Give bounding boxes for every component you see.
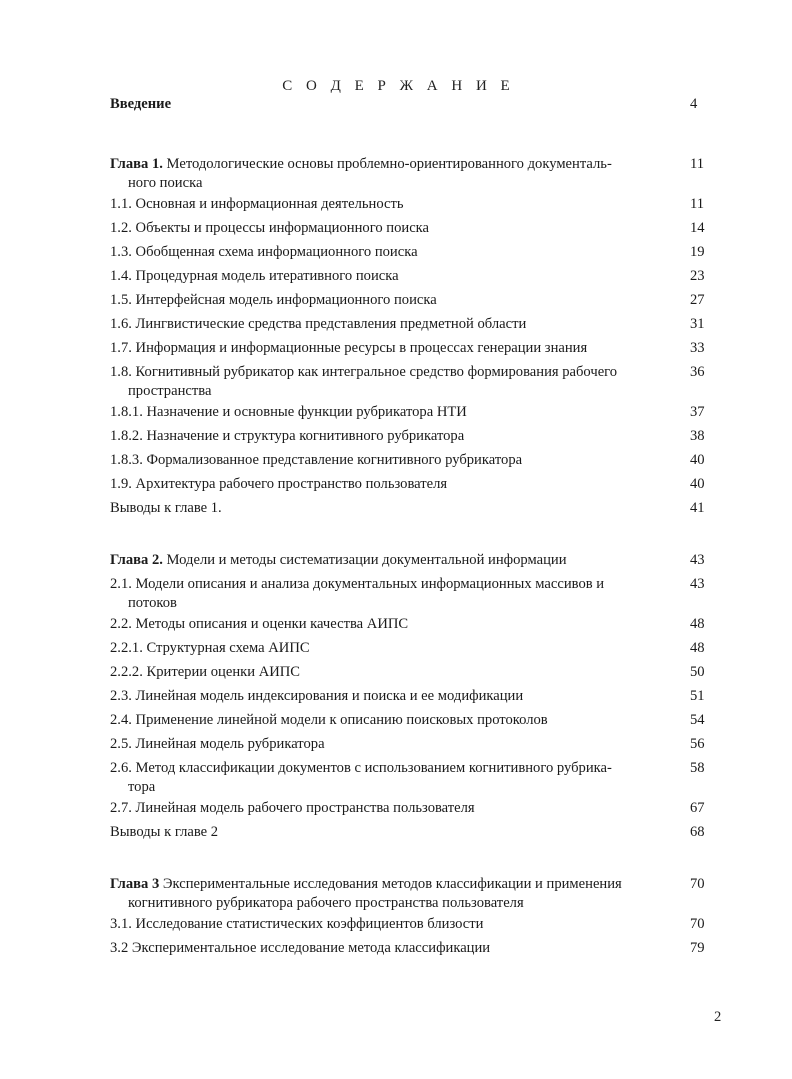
toc-entry-text: 2.2.2. Критерии оценки АИПС (110, 664, 301, 680)
toc-entry-2-1[interactable] (110, 575, 722, 613)
page-number: 2 (714, 1009, 722, 1025)
toc-entry-continuation: ного поиска (128, 175, 203, 191)
toc-entry-label (110, 499, 232, 518)
toc-entry-1-12[interactable] (110, 475, 722, 494)
toc-entry-text: 1.8.3. Формализованное представление когнитивного рубрикатора (110, 452, 523, 468)
toc-entry-continuation: потоков (128, 595, 177, 611)
toc-entry-text: Выводы к главе 2 (110, 824, 219, 840)
toc-entry-3-1[interactable] (110, 915, 722, 934)
toc-entry-continuation: когнитивного рубрикатора рабочего пространства пользователя (128, 895, 524, 911)
toc-entry-text: 2.3. Линейная модель индексирования и поиска и ее модификации (110, 688, 524, 704)
toc-entry-2-5[interactable] (110, 687, 722, 706)
toc-entry-text: Выводы к главе 1. (110, 500, 222, 516)
toc-entry-2-7[interactable] (110, 735, 722, 754)
toc-entry-1-5[interactable] (110, 291, 722, 310)
toc-entry-page: 4 (690, 96, 698, 112)
section-spacer (110, 114, 722, 150)
toc-entry-text: 1.5. Интерфейсная модель информационного поиска (110, 292, 437, 308)
toc-entry-text: Экспериментальные исследования методов классификации и применения (159, 876, 622, 892)
toc-entry-label (110, 799, 485, 818)
toc-chapter-heading-1[interactable] (110, 155, 722, 193)
toc-entry-page: 43 (690, 576, 705, 592)
toc-entry-1-11[interactable] (110, 451, 722, 470)
toc-entry-label (110, 551, 577, 570)
toc-entry-continuation: пространства (128, 383, 212, 399)
toc-entry-page: 48 (690, 640, 705, 656)
toc-entry-2-4[interactable] (110, 663, 722, 682)
toc-entry-label (110, 615, 418, 634)
toc-entry-introduction[interactable] (110, 95, 722, 114)
toc-entry-lead: Глава 1. (110, 156, 163, 172)
toc-entry-page: 67 (690, 800, 705, 816)
toc-entry-2-3[interactable] (110, 639, 722, 658)
toc-entry-page: 37 (690, 404, 705, 420)
toc-entry-text: Методологические основы проблемно-ориентированного документаль- (162, 156, 612, 172)
toc-entry-page: 11 (690, 196, 705, 212)
toc-entry-lead: Глава 2. (110, 552, 163, 568)
toc-entry-text: 1.4. Процедурная модель итеративного поиска (110, 268, 399, 284)
toc-entry-label (110, 315, 536, 334)
toc-entry-label (110, 451, 532, 470)
toc-entry-label (110, 291, 447, 310)
chapter-spacer (110, 842, 722, 870)
toc-entry-text: 3.2 Экспериментальное исследование метода классификации (110, 940, 491, 956)
toc-entry-1-2[interactable] (110, 219, 722, 238)
toc-entry-label (110, 663, 310, 682)
toc-entry-text: 2.2.1. Структурная схема АИПС (110, 640, 310, 656)
toc-entry-label (110, 339, 597, 358)
toc-entry-label (110, 915, 493, 934)
toc-entry-label (110, 759, 622, 797)
toc-entry-text: 1.8.2. Назначение и структура когнитивного рубрикатора (110, 428, 465, 444)
toc-entry-lead: Глава 3 (110, 876, 160, 892)
toc-entry-text: 2.7. Линейная модель рабочего пространства пользователя (110, 800, 475, 816)
toc-entry-lead: Введение (110, 96, 172, 112)
toc-entry-text: 2.5. Линейная модель рубрикатора (110, 736, 325, 752)
toc-entry-page: 11 (690, 156, 705, 172)
toc-entry-text: 1.7. Информация и информационные ресурсы в процессах генерации знания (110, 340, 588, 356)
toc-entry-1-7[interactable] (110, 339, 722, 358)
toc-entry-text: 1.9. Архитектура рабочего пространство пользователя (110, 476, 448, 492)
toc-entry-text: Модели и методы систематизации документальной информации (162, 552, 567, 568)
page-title: С О Д Е Р Ж А Н И Е (282, 78, 515, 94)
toc-entry-label (110, 267, 409, 286)
toc-chapter-heading-2[interactable] (110, 551, 722, 570)
toc-entry-page: 54 (690, 712, 705, 728)
toc-entry-page: 23 (690, 268, 705, 284)
toc-entry-page: 40 (690, 476, 705, 492)
toc-entry-label (110, 243, 428, 262)
toc-entry-1-4[interactable] (110, 267, 722, 286)
toc-entry-page: 40 (690, 452, 705, 468)
toc-entry-1-6[interactable] (110, 315, 722, 334)
toc-entry-label (110, 219, 439, 238)
toc-entry-1-10[interactable] (110, 427, 722, 446)
toc-entry-label (110, 735, 335, 754)
toc-entry-page: 79 (690, 940, 705, 956)
toc-entry-page: 33 (690, 340, 705, 356)
toc-entry-label (110, 427, 474, 446)
toc-entry-text: 1.3. Обобщенная схема информационного поиска (110, 244, 418, 260)
toc-entry-page: 27 (690, 292, 705, 308)
toc-entry-page: 31 (690, 316, 705, 332)
toc-entry-1-13[interactable] (110, 499, 722, 518)
toc-entry-page: 48 (690, 616, 705, 632)
toc-entry-page: 50 (690, 664, 705, 680)
toc-entry-text: 2.2. Методы описания и оценки качества АИПС (110, 616, 409, 632)
toc-entry-1-1[interactable] (110, 195, 722, 214)
toc-entry-page: 41 (690, 500, 705, 516)
toc-entry-page: 56 (690, 736, 705, 752)
toc-entry-text: 3.1. Исследование статистических коэффициентов близости (110, 916, 484, 932)
toc-entry-2-6[interactable] (110, 711, 722, 730)
toc-entry-label (110, 155, 622, 193)
toc-entry-1-9[interactable] (110, 403, 722, 422)
toc-entry-text: 2.4. Применение линейной модели к описанию поисковых протоколов (110, 712, 548, 728)
toc-entry-page: 58 (690, 760, 705, 776)
toc-chapter-heading-3[interactable] (110, 875, 722, 913)
toc-entry-2-2[interactable] (110, 615, 722, 634)
toc-entry-2-9[interactable] (110, 799, 722, 818)
toc-entry-3-2[interactable] (110, 939, 722, 958)
toc-entry-page: 38 (690, 428, 705, 444)
toc-entry-label (110, 875, 632, 913)
toc-entry-page: 14 (690, 220, 705, 236)
toc-entry-label (110, 639, 320, 658)
toc-entry-page: 19 (690, 244, 705, 260)
toc-entry-2-10[interactable] (110, 823, 722, 842)
toc-entry-text: 2.6. Метод классификации документов с использованием когнитивного рубрика- (110, 760, 612, 776)
table-of-contents (110, 90, 722, 958)
toc-entry-page: 68 (690, 824, 705, 840)
toc-entry-label (110, 687, 533, 706)
toc-entry-page: 43 (690, 552, 705, 568)
toc-entry-1-8[interactable] (110, 363, 722, 401)
chapter-list (110, 155, 722, 958)
toc-entry-text: 1.1. Основная и информационная деятельность (110, 196, 404, 212)
toc-entry-text: 1.8.1. Назначение и основные функции рубрикатора НТИ (110, 404, 467, 420)
toc-entry-page: 70 (690, 876, 705, 892)
toc-entry-label (110, 403, 477, 422)
chapter-spacer (110, 518, 722, 546)
toc-entry-label (110, 363, 627, 401)
toc-entry-label (110, 711, 558, 730)
toc-entry-text: 1.8. Когнитивный рубрикатор как интегральное средство формирования рабочего (110, 364, 618, 380)
toc-entry-1-3[interactable] (110, 243, 722, 262)
toc-entry-label (110, 95, 181, 114)
toc-entry-continuation: тора (128, 779, 156, 795)
toc-entry-page: 51 (690, 688, 705, 704)
toc-entry-page: 36 (690, 364, 705, 380)
toc-entry-label (110, 939, 500, 958)
toc-entry-label (110, 575, 614, 613)
toc-entry-text: 1.2. Объекты и процессы информационного поиска (110, 220, 430, 236)
toc-entry-label (110, 195, 414, 214)
toc-entry-label (110, 823, 228, 842)
toc-entry-2-8[interactable] (110, 759, 722, 797)
toc-entry-label (110, 475, 457, 494)
toc-entry-text: 1.6. Лингвистические средства представления предметной области (110, 316, 527, 332)
toc-entry-page: 70 (690, 916, 705, 932)
toc-entry-text: 2.1. Модели описания и анализа документальных информационных массивов и (110, 576, 605, 592)
